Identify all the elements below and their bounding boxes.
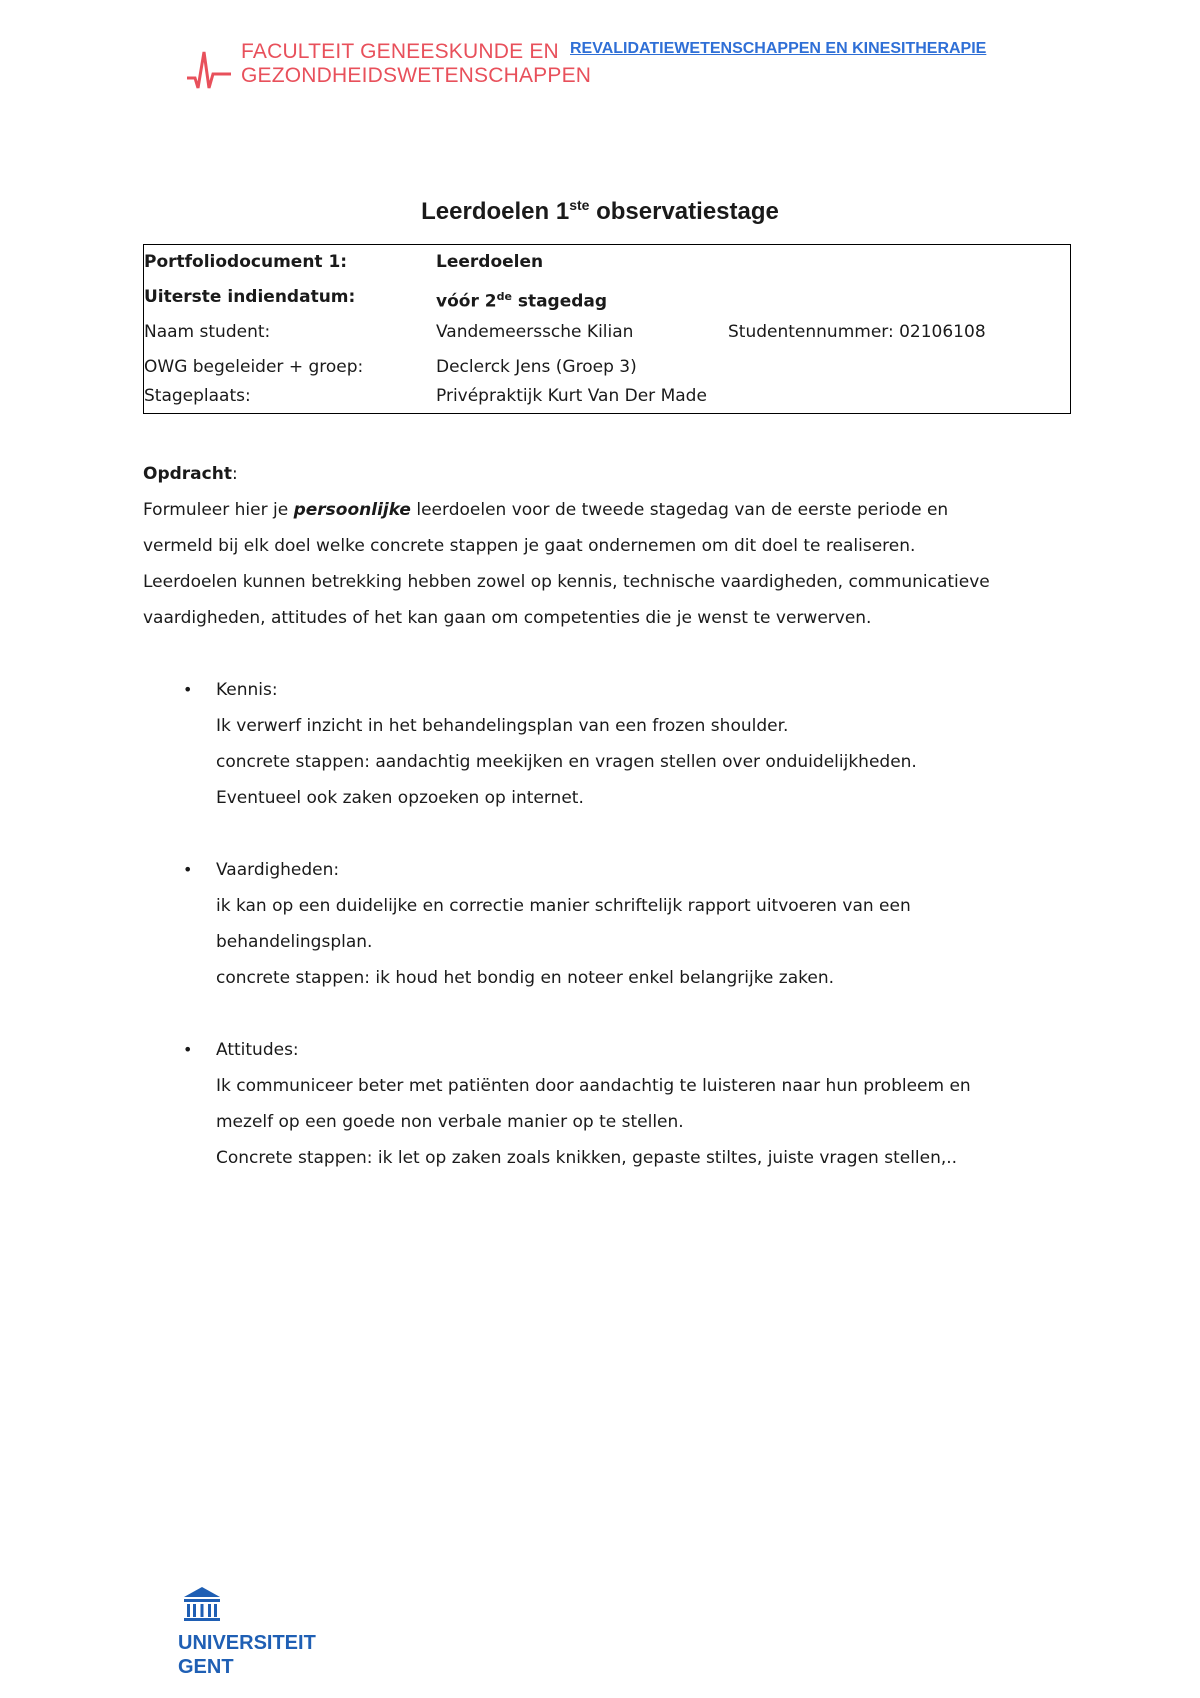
goal-line: mezelf op een goede non verbale manier op te stellen. bbox=[216, 1112, 684, 1132]
goal-line: Ik communiceer beter met patiënten door aandachtig te luisteren naar hun probleem en bbox=[216, 1076, 971, 1096]
faculty-name-line2: GEZONDHEIDSWETENSCHAPPEN bbox=[241, 64, 592, 87]
goal-item-attitudes bbox=[143, 1032, 1073, 1176]
page-title bbox=[0, 197, 1200, 226]
goal-line: concrete stappen: aandachtig meekijken en vragen stellen over onduidelijkheden. bbox=[216, 752, 917, 772]
university-building-icon bbox=[182, 1585, 222, 1623]
assignment-line-1 bbox=[143, 492, 1073, 528]
assignment-line-3: Leerdoelen kunnen betrekking hebben zowel op kennis, technische vaardigheden, communicatieve bbox=[143, 572, 990, 592]
department-link[interactable]: REVALIDATIEWETENSCHAPPEN EN KINESITHERAPIE bbox=[570, 40, 987, 57]
assignment-line-1-pre: Formuleer hier je bbox=[143, 500, 294, 520]
owg-value: Declerck Jens (Groep 3) bbox=[436, 357, 637, 377]
stage-value: Privépraktijk Kurt Van Der Made bbox=[436, 386, 707, 406]
portfolio-label: Portfoliodocument 1: bbox=[144, 252, 348, 272]
goal-line: behandelingsplan. bbox=[216, 932, 373, 952]
goal-line: Ik verwerf inzicht in het behandelingsplan van een frozen shoulder. bbox=[216, 716, 789, 736]
title-rest: observatiestage bbox=[589, 198, 779, 225]
goal-line: Concrete stappen: ik let op zaken zoals knikken, gepaste stiltes, juiste vragen stellen,.. bbox=[216, 1148, 958, 1168]
title-superscript: ste bbox=[569, 197, 590, 213]
assignment-section bbox=[143, 456, 1073, 636]
stage-label: Stageplaats: bbox=[144, 386, 251, 406]
info-table bbox=[143, 244, 1071, 414]
portfolio-value: Leerdoelen bbox=[436, 252, 544, 272]
goal-title: Kennis: bbox=[216, 680, 278, 700]
goal-line: ik kan op een duidelijke en correctie manier schriftelijk rapport uitvoeren van een bbox=[216, 896, 911, 916]
bullet-icon: • bbox=[183, 1040, 193, 1059]
bullet-icon: • bbox=[183, 860, 193, 879]
goal-item-kennis bbox=[143, 672, 1073, 816]
goal-line: concrete stappen: ik houd het bondig en noteer enkel belangrijke zaken. bbox=[216, 968, 835, 988]
assignment-heading-line bbox=[143, 456, 1073, 492]
assignment-line-1-post: leerdoelen voor de tweede stagedag van de eerste periode en bbox=[410, 500, 949, 520]
goal-title: Vaardigheden: bbox=[216, 860, 340, 880]
student-number: Studentennummer: 02106108 bbox=[728, 322, 986, 342]
student-value: Vandemeerssche Kilian bbox=[436, 322, 634, 342]
assignment-line-4: vaardigheden, attitudes of het kan gaan om competenties die je wenst te verwerven. bbox=[143, 608, 872, 628]
goal-line: Eventueel ook zaken opzoeken op internet. bbox=[216, 788, 584, 808]
assignment-line-2: vermeld bij elk doel welke concrete stappen je gaat ondernemen om dit doel te realiseren. bbox=[143, 536, 916, 556]
goal-title: Attitudes: bbox=[216, 1040, 299, 1060]
university-logo bbox=[178, 1585, 316, 1679]
goal-item-vaardigheden bbox=[143, 852, 1073, 996]
bullet-icon: • bbox=[183, 680, 193, 699]
deadline-value-post: stagedag bbox=[511, 291, 608, 312]
faculty-name-line1: FACULTEIT GENEESKUNDE EN bbox=[241, 40, 559, 63]
assignment-heading-colon: : bbox=[231, 464, 238, 484]
deadline-label: Uiterste indiendatum: bbox=[144, 287, 356, 307]
goals-list bbox=[143, 672, 1073, 1176]
owg-label: OWG begeleider + groep: bbox=[144, 357, 364, 377]
deadline-value-pre: vóór 2 bbox=[436, 291, 497, 312]
title-main: Leerdoelen 1 bbox=[421, 198, 570, 225]
university-name-line2: GENT bbox=[178, 1656, 234, 1678]
deadline-value-sup: de bbox=[496, 290, 512, 303]
faculty-pulse-icon bbox=[185, 44, 233, 96]
faculty-logo bbox=[185, 40, 591, 96]
student-label: Naam student: bbox=[144, 322, 271, 342]
assignment-heading: Opdracht bbox=[143, 464, 232, 484]
assignment-line-1-emphasis: persoonlijke bbox=[293, 500, 411, 520]
university-name-line1: UNIVERSITEIT bbox=[178, 1632, 316, 1654]
